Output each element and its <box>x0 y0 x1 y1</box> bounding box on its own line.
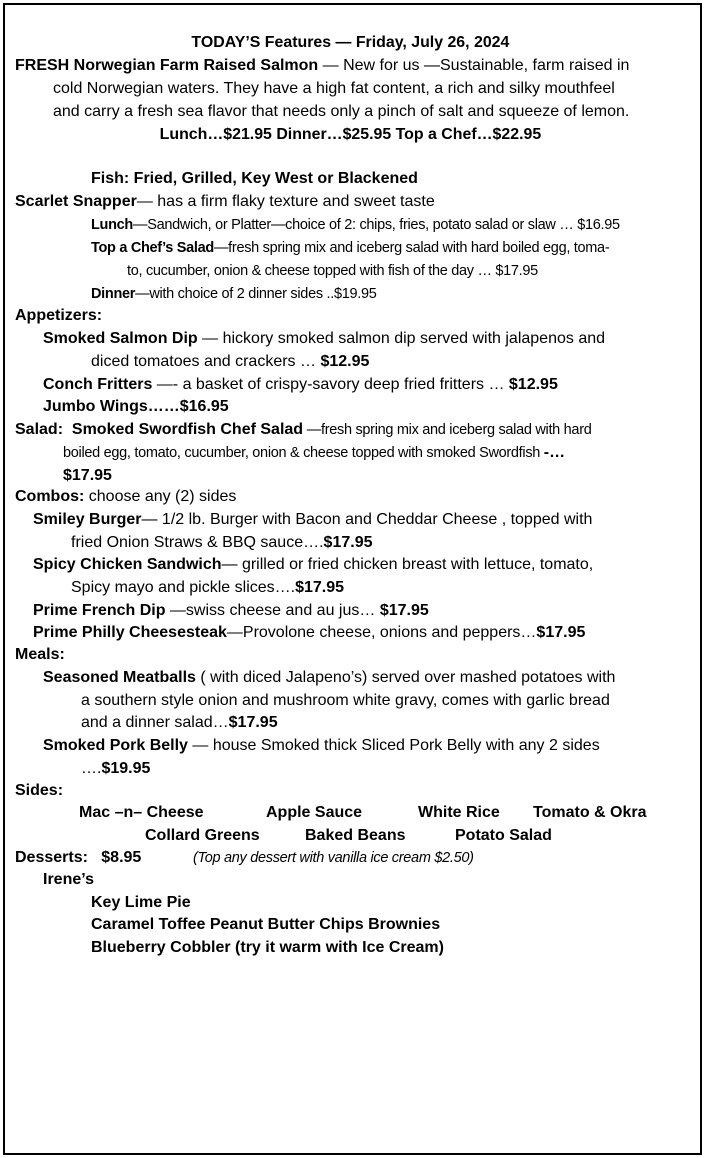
salad-line-2 <box>63 442 565 465</box>
menu-page <box>5 5 700 1153</box>
snapper-chef-label: Top a Chef’s Salad <box>91 240 214 256</box>
meatballs-line <box>43 667 615 690</box>
salmon-prices: Lunch…$21.95 Dinner…$25.95 Top a Chef…$22.95 <box>159 126 542 143</box>
snapper-lunch <box>91 214 620 237</box>
jumbo-wings: Jumbo Wings……$16.95 <box>43 398 229 415</box>
conch-fritters-price: $12.95 <box>508 376 558 393</box>
conch-fritters-name: Conch Fritters <box>43 376 153 393</box>
salad-label: Salad: <box>15 421 64 438</box>
spicy-chicken-line <box>33 554 593 577</box>
snapper-chef-desc-2: to, cucumber, onion & cheese topped with fish of the day … $17.95 <box>127 263 538 279</box>
pork-belly-name: Smoked Pork Belly <box>43 737 188 754</box>
meatballs-name: Seasoned Meatballs <box>43 669 196 686</box>
smiley-burger-desc-2: fried Onion Straws & BBQ sauce…. <box>71 534 324 551</box>
snapper-dinner-label: Dinner <box>91 286 136 302</box>
side-item: Potato Salad <box>455 827 552 844</box>
pork-belly-line-2 <box>81 758 150 781</box>
pork-belly-line <box>43 735 600 758</box>
salad-price: $17.95 <box>63 467 112 484</box>
snapper-lunch-label: Lunch <box>91 217 133 233</box>
side-item: Apple Sauce <box>266 804 363 821</box>
conch-fritters-line <box>43 374 558 397</box>
snapper-chef-salad <box>91 237 609 260</box>
salmon-desc-2: cold Norwegian waters. They have a high fat content, a rich and silky mouthfeel <box>53 80 615 97</box>
pork-belly-price: $19.95 <box>101 760 151 777</box>
philly-desc: —Provolone cheese, onions and peppers… <box>226 624 537 641</box>
fish-prep-options: Fish: Fried, Grilled, Key West or Blackened <box>91 170 418 187</box>
combos-line <box>15 486 236 509</box>
snapper-lunch-desc: —Sandwich, or Platter—choice of 2: chips, fries, potato salad or slaw … $16.95 <box>133 217 620 233</box>
philly-line <box>33 622 585 645</box>
philly-price: $17.95 <box>536 624 586 641</box>
side-item: Mac –n– Cheese <box>79 804 204 821</box>
snapper-chef-desc-1: —fresh spring mix and iceberg salad with hard boiled egg, toma- <box>213 240 610 256</box>
combos-note: choose any (2) sides <box>84 488 237 505</box>
french-dip-line <box>33 600 429 623</box>
side-item: Baked Beans <box>305 827 406 844</box>
salmon-dip-line-2 <box>91 351 369 374</box>
spicy-chicken-price: $17.95 <box>295 579 345 596</box>
side-item: Collard Greens <box>145 827 260 844</box>
meatballs-desc-1: ( with diced Jalapeno’s) served over mashed potatoes with <box>195 669 616 686</box>
philly-name: Prime Philly Cheesesteak <box>33 624 227 641</box>
snapper-line <box>15 191 435 214</box>
meatballs-price: $17.95 <box>228 714 278 731</box>
salmon-dip-price: $12.95 <box>320 353 370 370</box>
salad-name: Smoked Swordfish Chef Salad <box>71 421 304 438</box>
smiley-burger-price: $17.95 <box>323 534 373 551</box>
sides-heading: Sides: <box>15 782 64 799</box>
salmon-dip-line <box>43 328 605 351</box>
dessert-item: Blueberry Cobbler (try it warm with Ice Cream) <box>91 939 444 956</box>
snapper-name: Scarlet Snapper <box>15 193 137 210</box>
menu-header: TODAY’S Features — Friday, July 26, 2024 <box>191 34 510 51</box>
salmon-name: FRESH Norwegian Farm Raised Salmon <box>15 57 319 74</box>
french-dip-price: $17.95 <box>379 602 429 619</box>
salmon-dip-desc-1: — hickory smoked salmon dip served with jalapenos and <box>197 330 606 347</box>
menu-frame <box>3 3 702 1155</box>
dessert-item: Caramel Toffee Peanut Butter Chips Brownies <box>91 916 441 933</box>
smiley-burger-line <box>33 509 592 532</box>
pork-belly-desc-2: …. <box>81 760 102 777</box>
salmon-desc-3: and carry a fresh sea flavor that needs only a pinch of salt and squeeze of lemon. <box>53 103 630 120</box>
salad-desc-2-tail: -… <box>543 444 566 461</box>
spicy-chicken-desc-1: — grilled or fried chicken breast with lettuce, tomato, <box>221 556 594 573</box>
salad-line-1 <box>15 419 592 442</box>
smiley-burger-name: Smiley Burger <box>33 511 142 528</box>
desserts-label: Desserts: <box>15 849 88 866</box>
desserts-line <box>15 847 141 870</box>
side-item: White Rice <box>418 804 500 821</box>
spicy-chicken-desc-2: Spicy mayo and pickle slices…. <box>71 579 296 596</box>
snapper-dinner <box>91 283 377 306</box>
meatballs-line-3 <box>81 712 278 735</box>
desserts-price: $8.95 <box>101 849 142 866</box>
spicy-chicken-name: Spicy Chicken Sandwich <box>33 556 222 573</box>
desserts-maker: Irene’s <box>43 871 94 888</box>
meatballs-desc-2: a southern style onion and mushroom white gravy, comes with garlic bread <box>81 692 610 709</box>
meatballs-desc-3: and a dinner salad… <box>81 714 229 731</box>
meals-heading: Meals: <box>15 646 65 663</box>
snapper-dinner-desc: —with choice of 2 dinner sides ..$19.95 <box>135 286 377 302</box>
conch-fritters-desc: —- a basket of crispy-savory deep fried fritters … <box>152 376 509 393</box>
side-item: Tomato & Okra <box>533 804 647 821</box>
salmon-desc-1: — New for us —Sustainable, farm raised in <box>318 57 630 74</box>
smiley-burger-desc-1: — 1/2 lb. Burger with Bacon and Cheddar Cheese , topped with <box>141 511 593 528</box>
smiley-burger-line-2 <box>71 532 372 555</box>
salad-desc-1: —fresh spring mix and iceberg salad with hard <box>303 422 592 438</box>
snapper-desc: — has a firm flaky texture and sweet taste <box>136 193 435 210</box>
spicy-chicken-line-2 <box>71 577 344 600</box>
salad-desc-2: boiled egg, tomato, cucumber, onion & cheese topped with smoked Swordfish <box>63 445 544 461</box>
salmon-line-1 <box>15 55 629 78</box>
french-dip-desc: —swiss cheese and au jus… <box>165 602 380 619</box>
appetizers-heading: Appetizers: <box>15 307 103 324</box>
dessert-item: Key Lime Pie <box>91 894 191 911</box>
desserts-note: (Top any dessert with vanilla ice cream $2.50) <box>193 850 474 866</box>
combos-label: Combos: <box>15 488 85 505</box>
salmon-dip-desc-2: diced tomatoes and crackers … <box>91 353 321 370</box>
french-dip-name: Prime French Dip <box>33 602 166 619</box>
salmon-dip-name: Smoked Salmon Dip <box>43 330 198 347</box>
pork-belly-desc-1: — house Smoked thick Sliced Pork Belly with any 2 sides <box>187 737 600 754</box>
